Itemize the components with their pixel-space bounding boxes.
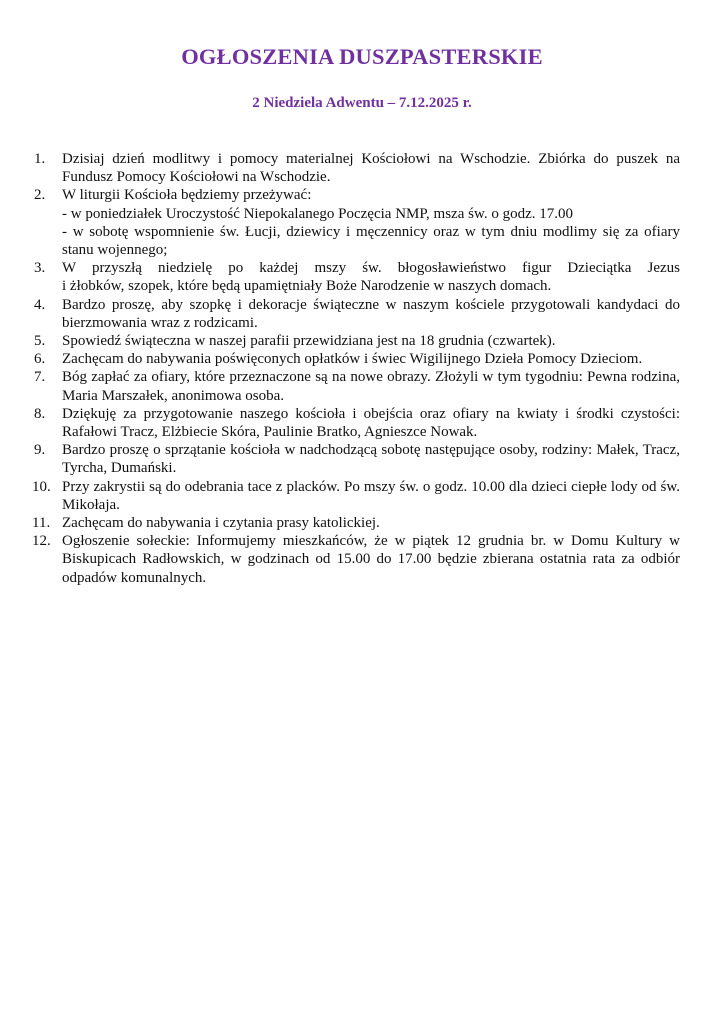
list-item xyxy=(34,186,680,259)
list-item xyxy=(34,478,680,514)
item-text: i żłobków, szopek, które będą upamiętniały Boże Narodzenie w naszych domach. xyxy=(62,278,552,295)
item-text: Ogłoszenie sołeckie: Informujemy mieszkańców, że w piątek 12 grudnia br. w Domu Kultury w Biskupicach Radłowskich, w godzinach od 15.00 do 17.00 będzie zbierana ostatnia rata za odbiór odpadów komunalnych. xyxy=(62,533,680,586)
item-text: Bóg zapłać za ofiary, które przeznaczone są na nowe obrazy. Złożyli w tym tygodniu: Pewna rodzina, Maria Marszałek, anonimowa osoba. xyxy=(62,369,680,404)
item-number: 8. xyxy=(34,405,46,422)
item-text: Bardzo proszę o sprzątanie kościoła w nadchodzącą sobotę następujące osoby, rodziny: Małek, Tracz, Tyrcha, Dumański. xyxy=(62,442,680,477)
item-number: 10. xyxy=(32,478,51,495)
item-text: Dzisiaj dzień modlitwy i pomocy materialnej Kościołowi na Wschodzie. Zbiórka do puszek na Fundusz Pomocy Kościołowi na Wschodzie. xyxy=(62,151,680,186)
item-number: 2. xyxy=(34,187,46,204)
item-number: 6. xyxy=(34,351,46,368)
item-text: Zachęcam do nabywania i czytania prasy katolickiej. xyxy=(62,515,380,532)
list-item xyxy=(34,296,680,332)
item-number: 9. xyxy=(34,442,46,459)
item-number: 7. xyxy=(34,369,46,386)
item-text: Przy zakrystii są do odebrania tace z placków. Po mszy św. o godz. 10.00 dla dzieci ciepłe lody od św. Mikołaja. xyxy=(62,478,680,513)
item-text: W liturgii Kościoła będziemy przeżywać: xyxy=(62,187,312,204)
item-number: 3. xyxy=(34,260,46,277)
item-number: 5. xyxy=(34,333,46,350)
item-number: 12. xyxy=(32,533,51,550)
item-text: Bardzo proszę, aby szopkę i dekoracje świąteczne w naszym kościele przygotowali kandydaci do bierzmowania wraz z rodzicami. xyxy=(62,296,680,331)
item-text: Spowiedź świąteczna w naszej parafii przewidziana jest na 18 grudnia (czwartek). xyxy=(62,333,556,350)
item-text: Zachęcam do nabywania poświęconych opłatków i świec Wigilijnego Dzieła Pomocy Dzieciom. xyxy=(62,351,643,368)
list-item xyxy=(34,514,680,532)
item-number: 1. xyxy=(34,151,46,167)
item-number: 11. xyxy=(32,515,51,532)
list-item xyxy=(34,332,680,350)
list-item xyxy=(34,350,680,368)
item-number: 4. xyxy=(34,296,46,313)
list-item xyxy=(34,441,680,477)
item-text: - w poniedziałek Uroczystość Niepokalanego Poczęcia NMP, msza św. o godz. 17.00 xyxy=(62,205,573,222)
item-text: W przyszłą niedzielę po każdej mszy św. błogosławieństwo figur Dzieciątka Jezus xyxy=(62,260,680,277)
list-item xyxy=(34,150,680,186)
list-item xyxy=(34,532,680,587)
announcement-list xyxy=(34,150,680,587)
list-item xyxy=(34,259,680,295)
page-subtitle: 2 Niedziela Adwentu – 7.12.2025 r. xyxy=(252,95,472,111)
item-text: Dziękuję za przygotowanie naszego kościoła i obejścia oraz ofiary na kwiaty i środki czystości: Rafałowi Tracz, Elżbiecie Skóra, Paulinie Bratko, Agnieszce Nowak. xyxy=(62,405,680,441)
list-item xyxy=(34,405,680,441)
list-item xyxy=(34,368,680,404)
item-text: - w sobotę wspomnienie św. Łucji, dziewicy i męczennicy oraz w tym dniu modlimy się za ofiary stanu wojennego; xyxy=(62,223,680,259)
page-title: OGŁOSZENIA DUSZPASTERSKIE xyxy=(181,44,543,69)
